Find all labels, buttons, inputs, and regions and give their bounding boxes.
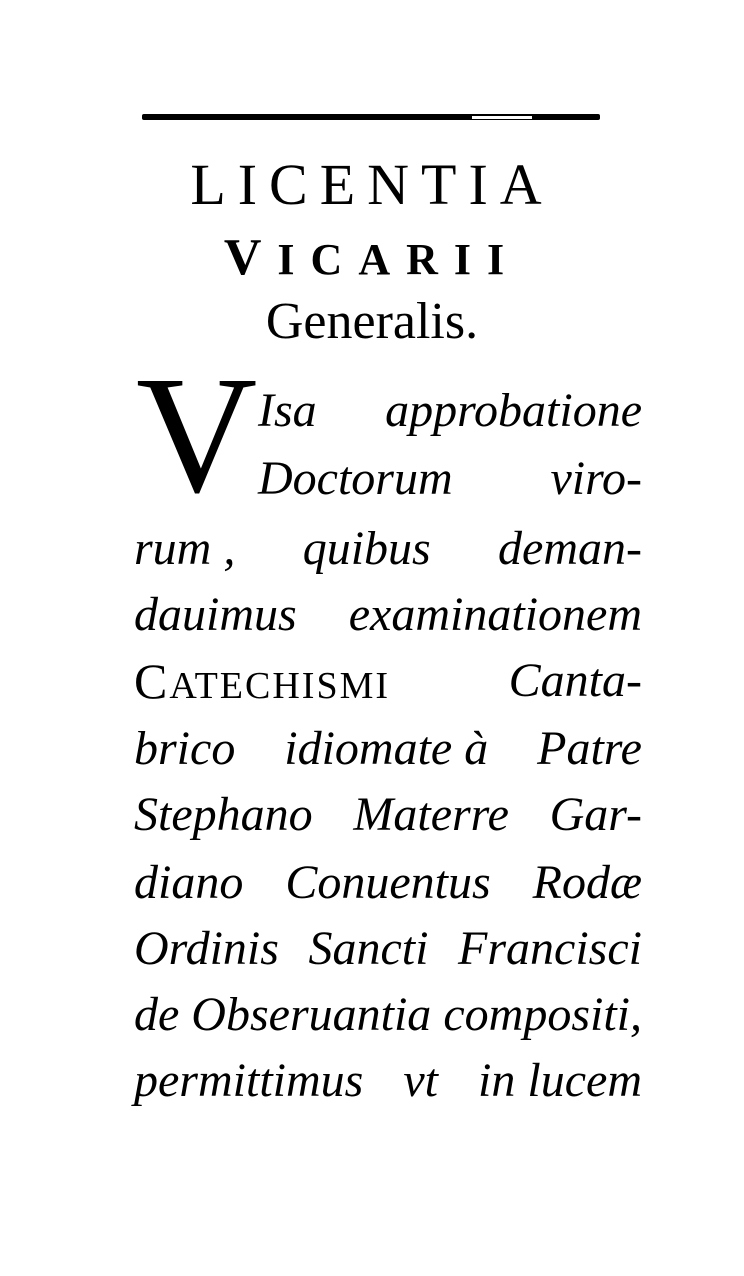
word: idiomate à <box>284 722 489 775</box>
word: permittimus <box>134 1054 364 1107</box>
word: in lucem <box>478 1054 642 1107</box>
word: examinationem <box>348 588 642 641</box>
title-licentia: LICENTIA <box>190 152 554 217</box>
text-line-3 <box>134 520 642 578</box>
catechismi-word <box>134 652 390 715</box>
word: de Obseruantia <box>134 988 432 1041</box>
title-vicarii <box>140 230 604 288</box>
word: quibus <box>302 522 431 575</box>
word: Doctorum <box>258 452 453 505</box>
word: vt <box>403 1054 439 1107</box>
text-line-8 <box>134 854 642 912</box>
title-vicarii-initial: V <box>223 229 278 286</box>
drop-cap: V <box>136 342 258 528</box>
text-line-5 <box>134 652 642 715</box>
catechismi-initial: C <box>134 653 170 709</box>
word: Canta- <box>508 654 642 707</box>
word: Conuentus <box>285 856 491 909</box>
word: Francisci <box>458 922 642 975</box>
word: rum , <box>134 522 236 575</box>
word: deman- <box>498 522 642 575</box>
text-line-10 <box>134 986 642 1044</box>
text-line-11 <box>134 1052 642 1110</box>
header-rule <box>142 114 600 120</box>
word: Isa <box>258 384 317 437</box>
text-line-6 <box>134 720 642 778</box>
word: Materre <box>353 788 509 841</box>
word: Stephano <box>134 788 313 841</box>
text-line-9 <box>134 920 642 978</box>
title-vicarii-rest: ICARII <box>277 235 521 284</box>
text-line-7 <box>134 786 642 844</box>
text-line-1 <box>258 382 642 440</box>
word: brico <box>134 722 236 775</box>
title-generalis: Generalis. <box>265 293 479 350</box>
word: Ordinis <box>134 922 279 975</box>
word: Rodæ <box>532 856 642 909</box>
word: compositi, <box>443 988 642 1041</box>
catechismi-rest: ATECHISMI <box>169 665 391 707</box>
text-line-4 <box>134 586 642 644</box>
word: Gar- <box>549 788 642 841</box>
word: viro- <box>550 452 642 505</box>
text-line-2 <box>258 450 642 508</box>
word: diano <box>134 856 244 909</box>
word: dauimus <box>134 588 297 641</box>
word: Sancti <box>308 922 429 975</box>
word: Patre <box>537 722 642 775</box>
word: approbatione <box>385 384 642 437</box>
